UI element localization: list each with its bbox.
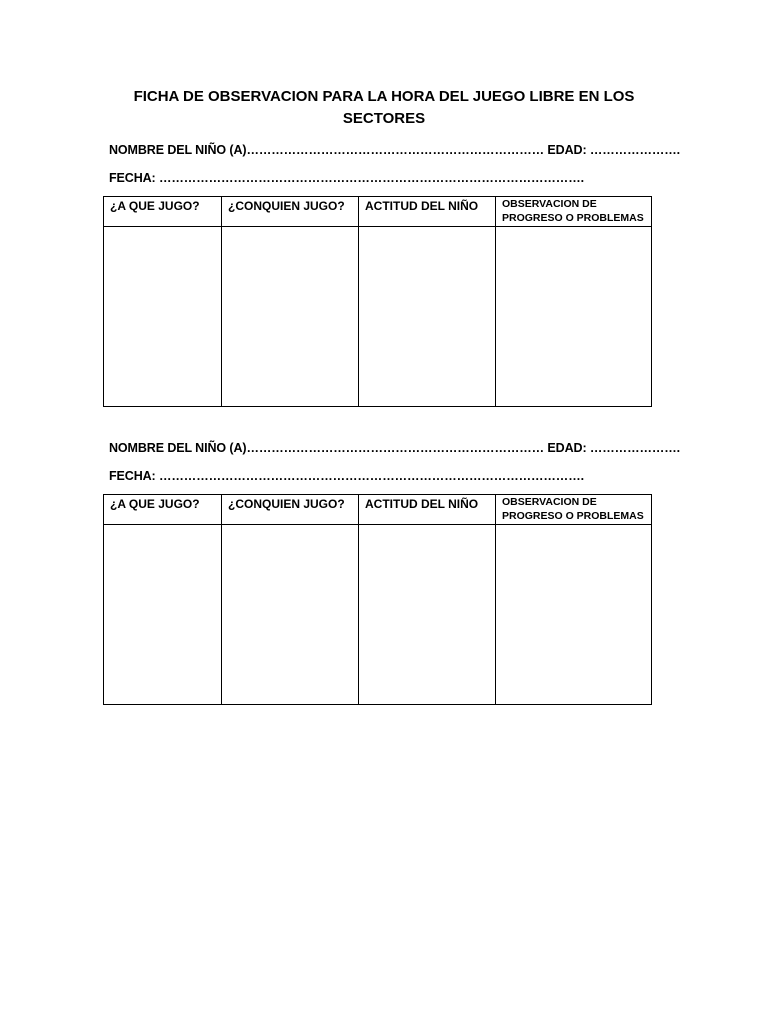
cell-played-with[interactable] (222, 525, 359, 705)
header-progress-observation: OBSERVACION DE PROGRESO O PROBLEMAS (496, 197, 652, 227)
header-child-attitude: ACTITUD DEL NIÑO (359, 495, 496, 525)
header-what-played: ¿A QUE JUGO? (104, 197, 222, 227)
page-title-line-1: FICHA DE OBSERVACION PARA LA HORA DEL JUEGO LIBRE EN LOS (133, 88, 635, 105)
table-header-row (104, 495, 652, 525)
cell-child-attitude[interactable] (359, 227, 496, 407)
page-title-line-2: SECTORES (342, 110, 426, 127)
cell-what-played[interactable] (104, 525, 222, 705)
cell-what-played[interactable] (104, 227, 222, 407)
cell-progress-observation[interactable] (496, 525, 652, 705)
cell-played-with[interactable] (222, 227, 359, 407)
child-name-age-line: NOMBRE DEL NIÑO (A)……………………………………………………………… EDAD: …………………. (109, 441, 681, 455)
table-header-row (104, 197, 652, 227)
header-played-with: ¿CONQUIEN JUGO? (222, 495, 359, 525)
date-line: FECHA: …………………………………………………………………………………………. (109, 171, 584, 185)
header-what-played: ¿A QUE JUGO? (104, 495, 222, 525)
header-played-with: ¿CONQUIEN JUGO? (222, 197, 359, 227)
cell-child-attitude[interactable] (359, 525, 496, 705)
observation-table (103, 196, 652, 407)
header-progress-observation: OBSERVACION DE PROGRESO O PROBLEMAS (496, 495, 652, 525)
observation-table (103, 494, 652, 705)
header-child-attitude: ACTITUD DEL NIÑO (359, 197, 496, 227)
table-row (104, 227, 652, 407)
table-row (104, 525, 652, 705)
cell-progress-observation[interactable] (496, 227, 652, 407)
child-name-age-line: NOMBRE DEL NIÑO (A)……………………………………………………………… EDAD: …………………. (109, 143, 681, 157)
date-line: FECHA: …………………………………………………………………………………………. (109, 469, 584, 483)
